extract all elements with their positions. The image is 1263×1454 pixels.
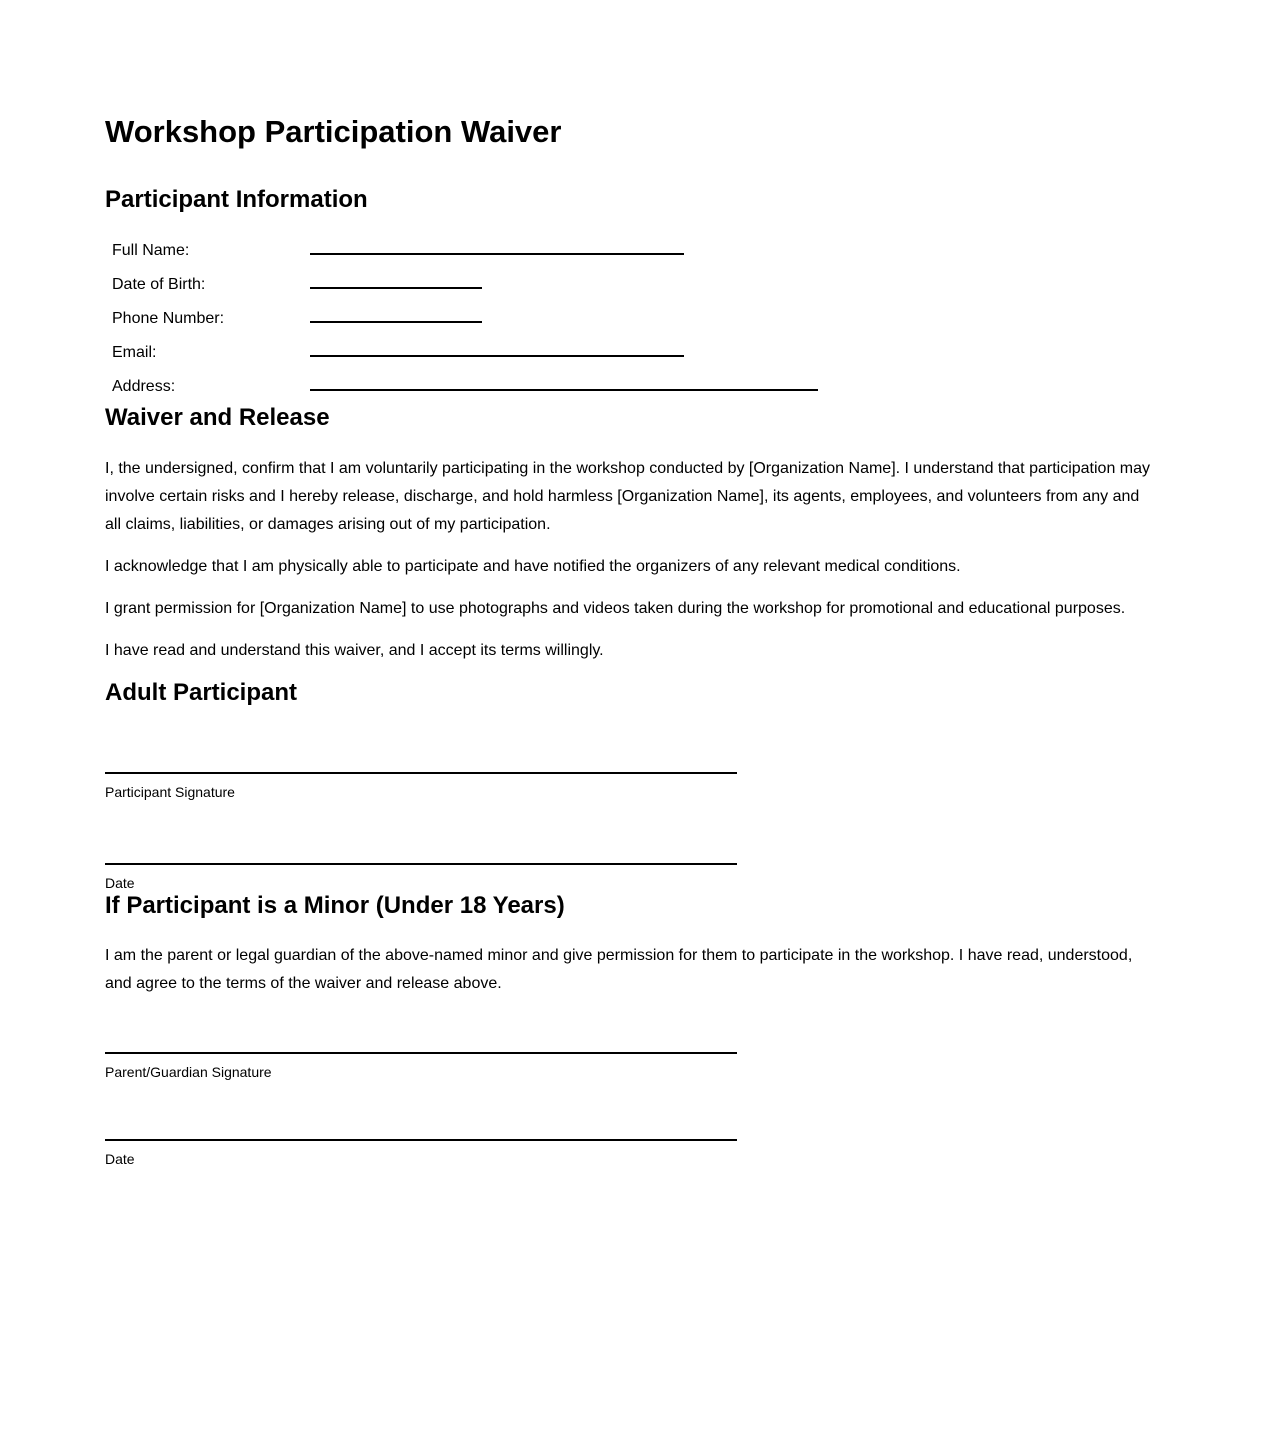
waiver-heading: Waiver and Release (105, 403, 330, 431)
waiver-paragraph-4: I have read and understand this waiver, and I accept its terms willingly. (105, 641, 604, 659)
full-name-label: Full Name: (112, 241, 190, 259)
date-of-birth-blank-line (310, 287, 482, 289)
field-row-email (112, 336, 1158, 370)
waiver-paragraphs (105, 455, 1158, 665)
page-title: Workshop Participation Waiver (105, 114, 562, 149)
field-row-full-name (112, 234, 1158, 268)
guardian-signature-block (105, 1052, 737, 1081)
participant-signature-label: Participant Signature (105, 783, 235, 800)
guardian-signature-label: Parent/Guardian Signature (105, 1064, 272, 1081)
phone-number-blank-line (310, 321, 482, 323)
section-participant-info (105, 186, 1158, 404)
participant-date-label: Date (105, 874, 135, 891)
date-of-birth-label: Date of Birth: (112, 275, 206, 293)
field-row-date-of-birth (112, 268, 1158, 302)
participant-signature-block (105, 772, 737, 801)
section-adult-participant (105, 679, 1158, 892)
email-blank-line (310, 355, 684, 357)
minor-paragraphs (105, 942, 1158, 998)
field-row-phone-number (112, 302, 1158, 336)
participant-info-heading: Participant Information (105, 186, 368, 214)
address-label: Address: (112, 377, 176, 395)
address-blank-line (310, 389, 818, 391)
waiver-paragraph-2: I acknowledge that I am physically able to participate and have notified the organizers of any relevant medical conditions. (105, 557, 961, 575)
adult-participant-heading: Adult Participant (105, 678, 298, 706)
waiver-paragraph-1: I, the undersigned, confirm that I am voluntarily participating in the workshop conducted by [Organization Name]. I understand that participation may involve certain risks and I hereby release, discharge, and hold harmless [Organization Name], its agents, employees, and volunteers from any and all claims, liabilities, or damages arising out of my participation. (105, 459, 1151, 533)
section-minor-participant (105, 892, 1158, 1169)
full-name-blank-line (310, 253, 684, 255)
phone-number-label: Phone Number: (112, 309, 225, 327)
participant-info-fields (105, 234, 1158, 404)
waiver-paragraph-3: I grant permission for [Organization Name] to use photographs and videos taken during the workshop for promotional and educational purposes. (105, 599, 1126, 617)
guardian-date-label: Date (105, 1151, 135, 1168)
field-row-address (112, 370, 1158, 404)
participant-date-block (105, 863, 737, 892)
guardian-date-block (105, 1139, 737, 1168)
minor-paragraph: I am the parent or legal guardian of the above-named minor and give permission for them to participate in the workshop. I have read, understood, and agree to the terms of the waiver and release above. (105, 947, 1133, 993)
minor-participant-heading: If Participant is a Minor (Under 18 Years) (105, 891, 565, 919)
email-label: Email: (112, 343, 157, 361)
section-waiver-and-release (105, 404, 1158, 665)
